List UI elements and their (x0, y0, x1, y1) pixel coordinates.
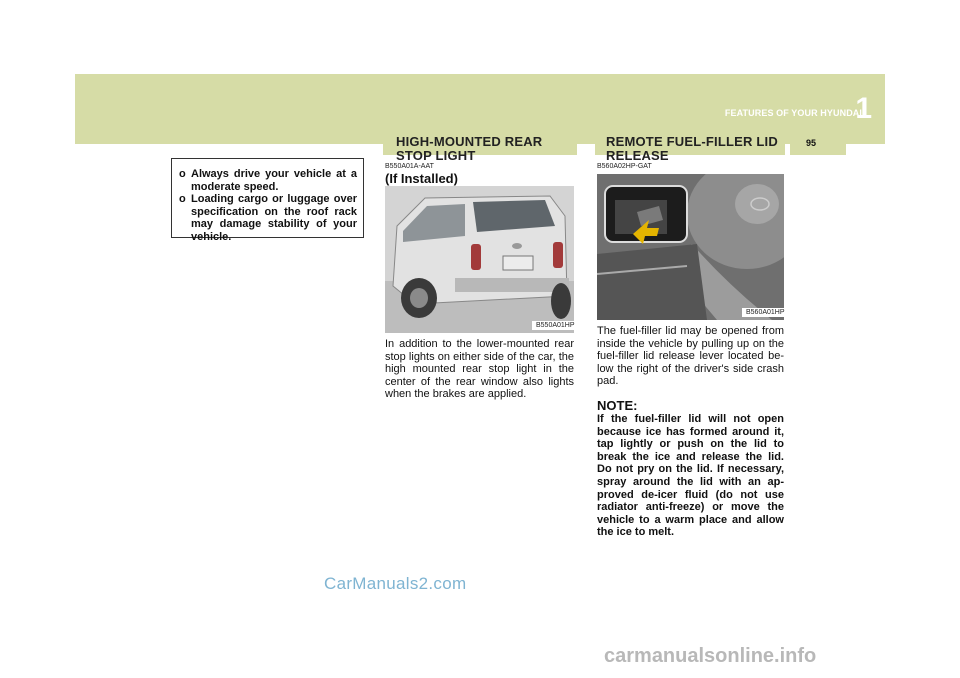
section-title: FEATURES OF YOUR HYUNDAI (724, 108, 862, 118)
fuel-lid-image-caption: B560A01HP (742, 308, 789, 317)
note-text: If the fuel-filler lid will not open because ice has formed around it, tap lightly or push on the lid to break the ice and release the lid. Do not pry on the lid. If necessary, spray around the lid with an ap- proved de-icer fluid (do not use radiator anti-freeze) or move the vehicle to a warm place and allow the ice to melt. (597, 413, 784, 539)
stop-light-title: HIGH-MOUNTED REAR STOP LIGHT (396, 134, 543, 163)
warning-box (171, 158, 364, 243)
fuel-lid-body: The fuel-filler lid may be opened from inside the vehicle by pulling up on the fuel-filler lid release lever located be- low the right of the driver's side crash pad. (597, 325, 784, 388)
fuel-lid-title: REMOTE FUEL-FILLER LID RELEASE (606, 134, 778, 163)
rear-suv-illustration (385, 186, 574, 333)
page-number: 95 (806, 138, 817, 148)
section-number: 1 (855, 92, 872, 125)
fuel-lid-lever-photo (597, 174, 784, 320)
warning-text: Loading cargo or luggage over specification on the roof rack may damage stability of your vehicle. (191, 193, 357, 243)
watermark-right: carmanualsonline.info (604, 645, 817, 667)
note-heading: NOTE: (597, 398, 638, 413)
warning-bullet: o (179, 168, 186, 180)
warning-item (179, 168, 357, 193)
page-number-tab (790, 131, 846, 155)
warning-item (179, 193, 357, 243)
warning-text: Always drive your vehicle at a moderate speed. (191, 168, 357, 193)
fuel-lid-code: B560A02HP-GAT (597, 163, 652, 170)
stop-light-image-caption: B550A01HP (532, 321, 579, 330)
stop-light-subtitle: (If Installed) (385, 171, 458, 186)
stop-light-code: B550A01A-AAT (385, 163, 434, 170)
rear-suv-photo (385, 186, 574, 333)
watermark-left: CarManuals2.com (324, 574, 467, 593)
stop-light-body: In addition to the lower-mounted rear stop lights on either side of the car, the high mounted rear stop light in the center of the rear window also lights when the brakes are applied. (385, 338, 574, 401)
warning-bullet: o (179, 193, 186, 206)
fuel-lever-illustration (597, 174, 784, 320)
